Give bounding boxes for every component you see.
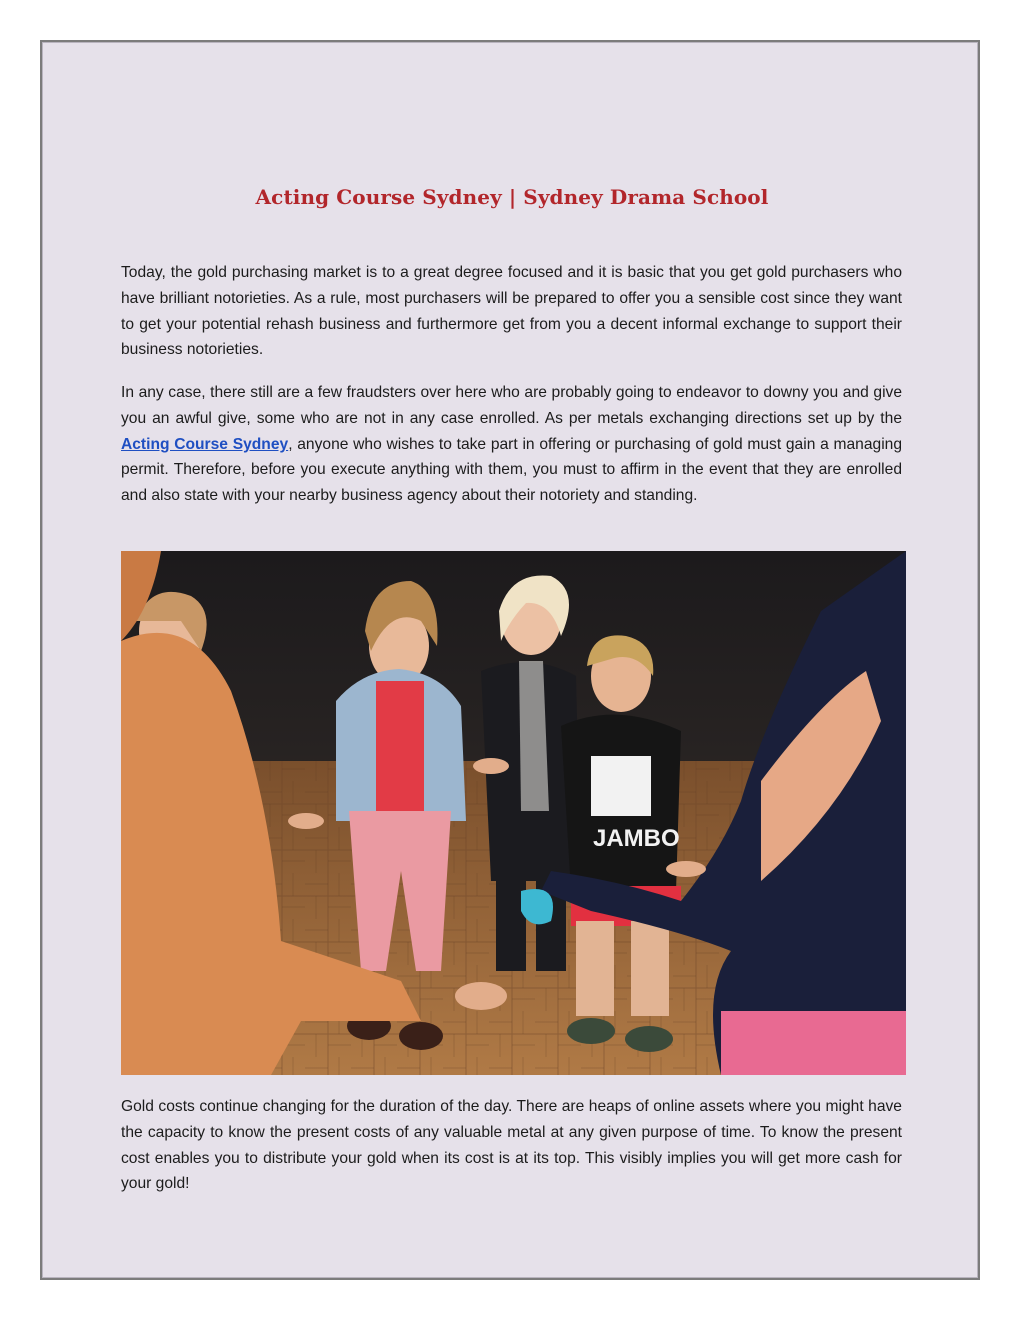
- paragraph-text-after-link: , anyone who wishes to take part in offering or purchasing of gold must gain a managing permit. Therefore, before you execute anything with them, you must to affirm in the event that they are enrolled and also state with your nearby business agency about their notoriety and standing.: [121, 435, 903, 505]
- photo-shirt-text: JAMBO: [593, 825, 680, 852]
- paragraph-fraudsters: [121, 380, 902, 509]
- page-title: Acting Course Sydney | Sydney Drama School: [255, 185, 769, 209]
- paragraph-gold-costs: Gold costs continue changing for the duration of the day. There are heaps of online assets where you might have the capacity to know the present costs of any valuable metal at any given purpose of time. To know the present cost enables you to distribute your gold when its cost is at its top. This visibly implies you will get more cash for your gold!: [121, 1098, 902, 1193]
- acting-course-sydney-link[interactable]: Acting Course Sydney: [121, 435, 289, 453]
- drama-class-photo: [121, 551, 906, 1075]
- photo-red-top: [376, 681, 424, 821]
- paragraph-text-before-link: In any case, there still are a few fraudsters over here who are probably going to endeavor to downy you and give you an awful give, some who are not in any case enrolled. As per metals exchanging directions set up by the: [121, 384, 902, 427]
- paragraph-intro: Today, the gold purchasing market is to a great degree focused and it is basic that you get gold purchasers who have brilliant notorieties. As a rule, most purchasers will be prepared to offer you a sensible cost since they want to get your potential rehash business and furthermore get from you a decent informal exchange to support their business notorieties.: [121, 264, 902, 359]
